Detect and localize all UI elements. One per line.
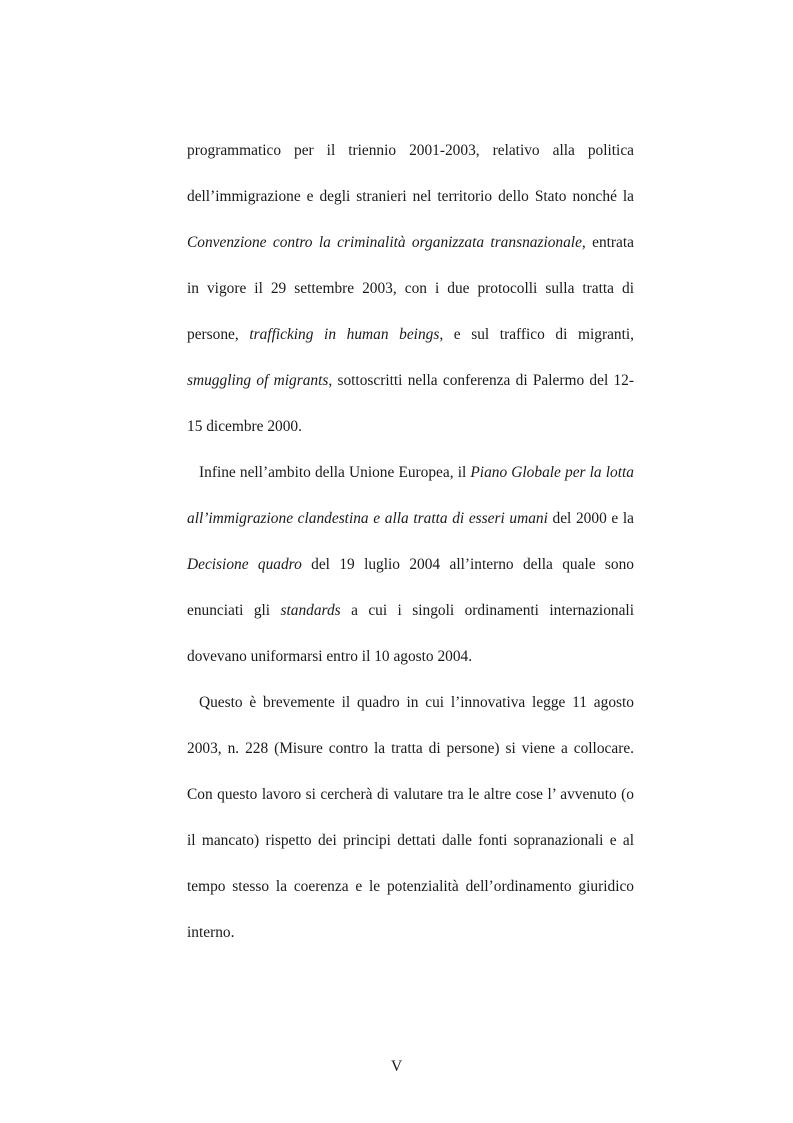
italic-title-piano-globale: Piano Globale per la lotta all’immigrazione clandestina e alla tratta di esseri umani (187, 464, 634, 527)
paragraph-3 (187, 680, 634, 956)
text-run: del 2000 e la (547, 510, 634, 527)
text-run: , sottoscritti nella conferenza di Palermo del 12-15 dicembre 2000. (187, 372, 634, 435)
text-run: a cui i singoli ordinamenti internazionali dovevano uniformarsi entro il 10 agosto 2004. (187, 602, 634, 665)
italic-term-smuggling: smuggling of migrants (187, 372, 329, 389)
italic-title-convenzione: Convenzione contro la criminalità organizzata transnazionale (187, 234, 582, 251)
paragraph-1 (187, 128, 634, 450)
text-run: programmatico per il triennio 2001-2003, relativo alla politica dell’immigrazione e degli stranieri nel territorio dello Stato nonché la (187, 142, 634, 205)
text-run: Questo è brevemente il quadro in cui l’innovativa legge 11 agosto 2003, n. 228 (Misure contro la tratta di persone) si viene a collocare. Con questo lavoro si cercherà di valutare tra le altre cose l’ avvenuto (o il mancato) rispetto dei principi dettati dalle fonti sopranazionali e al tempo stesso la coerenza e le potenzialità dell’ordinamento giuridico interno. (187, 694, 634, 941)
text-run: , entrata in vigore il 29 settembre 2003, con i due protocolli sulla tratta di persone, (187, 234, 634, 343)
page-number: V (390, 1058, 403, 1075)
italic-title-decisione-quadro: Decisione quadro (187, 556, 302, 573)
text-run: del 19 luglio 2004 all’interno della quale sono enunciati gli (187, 556, 634, 619)
italic-term-standards: standards (280, 602, 341, 619)
text-run: e sul traffico di migranti, (443, 326, 635, 343)
paragraph-2 (187, 450, 634, 680)
italic-term-trafficking: trafficking in human beings, (249, 326, 444, 343)
text-run: Infine nell’ambito della Unione Europea, il (199, 464, 471, 481)
body-text (187, 128, 634, 956)
